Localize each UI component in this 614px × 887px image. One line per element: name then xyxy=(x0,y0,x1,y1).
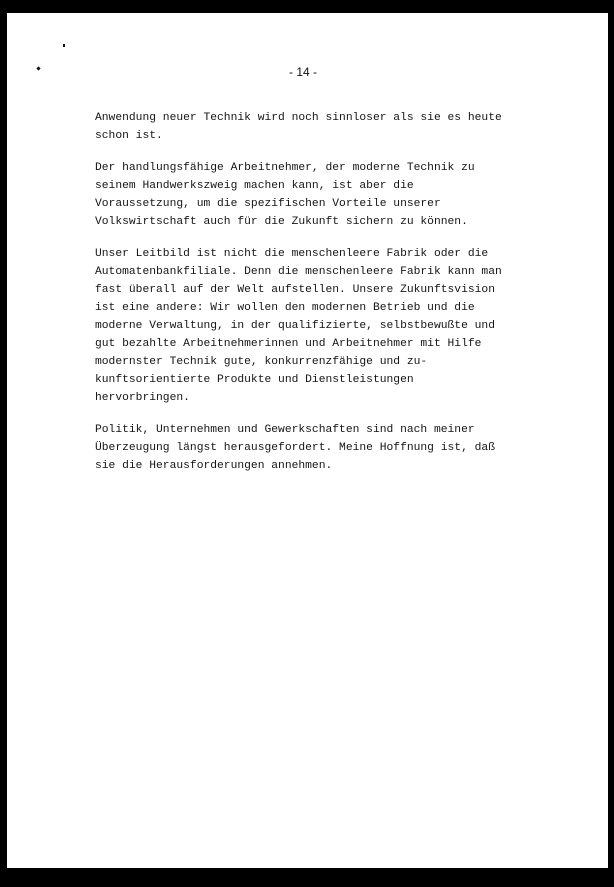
text-line: hervorbringen. xyxy=(95,392,190,404)
scan-speck xyxy=(63,44,65,47)
text-line: sie die Herausforderungen annehmen. xyxy=(95,460,333,472)
paragraph xyxy=(95,159,555,231)
text-line: schon ist. xyxy=(95,130,163,142)
text-line: Anwendung neuer Technik wird noch sinnloser als sie es heute xyxy=(95,112,502,124)
text-line: fast überall auf der Welt aufstellen. Unsere Zukunftsvision xyxy=(95,284,495,296)
text-line: Überzeugung längst herausgefordert. Meine Hoffnung ist, daß xyxy=(95,442,495,454)
scan-speck xyxy=(36,66,40,70)
paragraph xyxy=(95,421,555,475)
text-line: gut bezahlte Arbeitnehmerinnen und Arbeitnehmer mit Hilfe xyxy=(95,338,482,350)
document-body xyxy=(95,109,555,489)
document-page xyxy=(7,13,608,868)
text-line: kunftsorientierte Produkte und Dienstleistungen xyxy=(95,374,414,386)
page-number: - 14 - xyxy=(289,65,318,79)
text-line: modernster Technik gute, konkurrenzfähige und zu- xyxy=(95,356,428,368)
text-line: ist eine andere: Wir wollen den modernen Betrieb und die xyxy=(95,302,475,314)
text-line: seinem Handwerkszweig machen kann, ist aber die xyxy=(95,180,414,192)
text-line: Voraussetzung, um die spezifischen Vorteile unserer xyxy=(95,198,441,210)
text-line: Unser Leitbild ist nicht die menschenleere Fabrik oder die xyxy=(95,248,489,260)
text-line: Der handlungsfähige Arbeitnehmer, der moderne Technik zu xyxy=(95,162,475,174)
text-line: moderne Verwaltung, in der qualifizierte, selbstbewußte und xyxy=(95,320,495,332)
text-line: Automatenbankfiliale. Denn die menschenleere Fabrik kann man xyxy=(95,266,502,278)
text-line: Politik, Unternehmen und Gewerkschaften sind nach meiner xyxy=(95,424,475,436)
text-line: Volkswirtschaft auch für die Zukunft sichern zu können. xyxy=(95,216,468,228)
paragraph xyxy=(95,109,555,145)
paragraph xyxy=(95,245,555,407)
